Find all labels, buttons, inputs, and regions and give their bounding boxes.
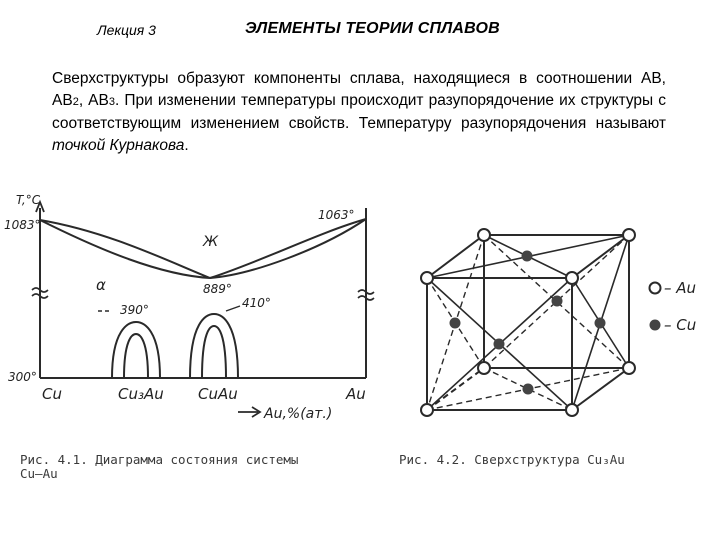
alpha-label: α xyxy=(96,276,106,294)
left-liquidus xyxy=(40,220,210,278)
au-atom xyxy=(478,362,490,374)
min-point-label: 889° xyxy=(203,282,232,296)
x-axis-title: Au,%(ат.) xyxy=(264,406,333,422)
page-title: ЭЛЕМЕНТЫ ТЕОРИИ СПЛАВОВ xyxy=(245,20,500,37)
cu-atom xyxy=(522,251,533,262)
au-atom xyxy=(478,229,490,241)
au-atom xyxy=(566,272,578,284)
peak1-label: 390° xyxy=(120,303,149,317)
cu-atom xyxy=(450,318,461,329)
t-right-label: 1063° xyxy=(318,208,355,222)
dome-cu3au-inner xyxy=(124,334,148,378)
fig1-caption-line1: Рис. 4.1. Диаграмма состояния системы xyxy=(20,452,299,467)
x-label-au: Au xyxy=(346,385,366,403)
cu-atom xyxy=(523,384,534,395)
cu-atom xyxy=(552,296,563,307)
right-liquidus xyxy=(210,219,366,278)
para-text-1: Сверхструктуры образуют компоненты сплава, находящиеся в соотношении АВ, АВ xyxy=(52,70,666,109)
edge-br xyxy=(572,368,629,410)
para-text-3: . При изменении температуры происходит разупорядочение их структуры с соответствующим изменением свойств. Температуру разупорядочения называют xyxy=(52,92,666,132)
au-atom xyxy=(421,272,433,284)
peak2-leader xyxy=(226,306,240,311)
lecture-number: Лекция 3 xyxy=(97,22,156,38)
atoms xyxy=(421,229,661,416)
para-end: . xyxy=(184,137,189,154)
para-sub-1: 2 xyxy=(72,96,79,108)
au-atom xyxy=(421,404,433,416)
au-atom xyxy=(566,404,578,416)
cu-atom xyxy=(595,318,606,329)
captions xyxy=(20,452,625,481)
au-atom xyxy=(623,229,635,241)
x-label-cuau: CuAu xyxy=(198,385,238,403)
kurnakov-term: точкой Курнакова xyxy=(52,137,185,154)
legend-au-icon xyxy=(650,283,661,294)
t-left-label: 1083° xyxy=(4,218,41,232)
legend-cu-icon xyxy=(650,320,661,331)
phase-labels xyxy=(4,193,366,422)
au-atom xyxy=(623,362,635,374)
fig1-caption-line2: Cu—Au xyxy=(20,466,58,481)
y-axis-label: T,°C xyxy=(16,193,41,207)
para-text-2: , АВ xyxy=(78,92,109,109)
para-sub-2: 3 xyxy=(108,96,115,108)
peak2-label: 410° xyxy=(242,296,271,310)
x-label-cu3au: Cu₃Au xyxy=(118,385,164,403)
dome-cuau-inner xyxy=(202,326,226,378)
edge-bl xyxy=(427,368,484,410)
legend-cu-label: – Cu xyxy=(664,316,697,334)
cu-atom xyxy=(494,339,505,350)
left-solidus xyxy=(40,220,210,278)
fig2-caption: Рис. 4.2. Сверхструктура Cu₃Au xyxy=(399,452,625,467)
dome-cu3au-outer xyxy=(112,322,160,378)
dome-cuau-outer xyxy=(190,314,238,378)
liquid-label: Ж xyxy=(203,234,219,250)
t-bottom-label: 300° xyxy=(8,370,37,384)
legend-labels xyxy=(664,279,696,334)
x-label-cu: Cu xyxy=(42,385,62,403)
legend-au-label: – Au xyxy=(664,279,697,297)
